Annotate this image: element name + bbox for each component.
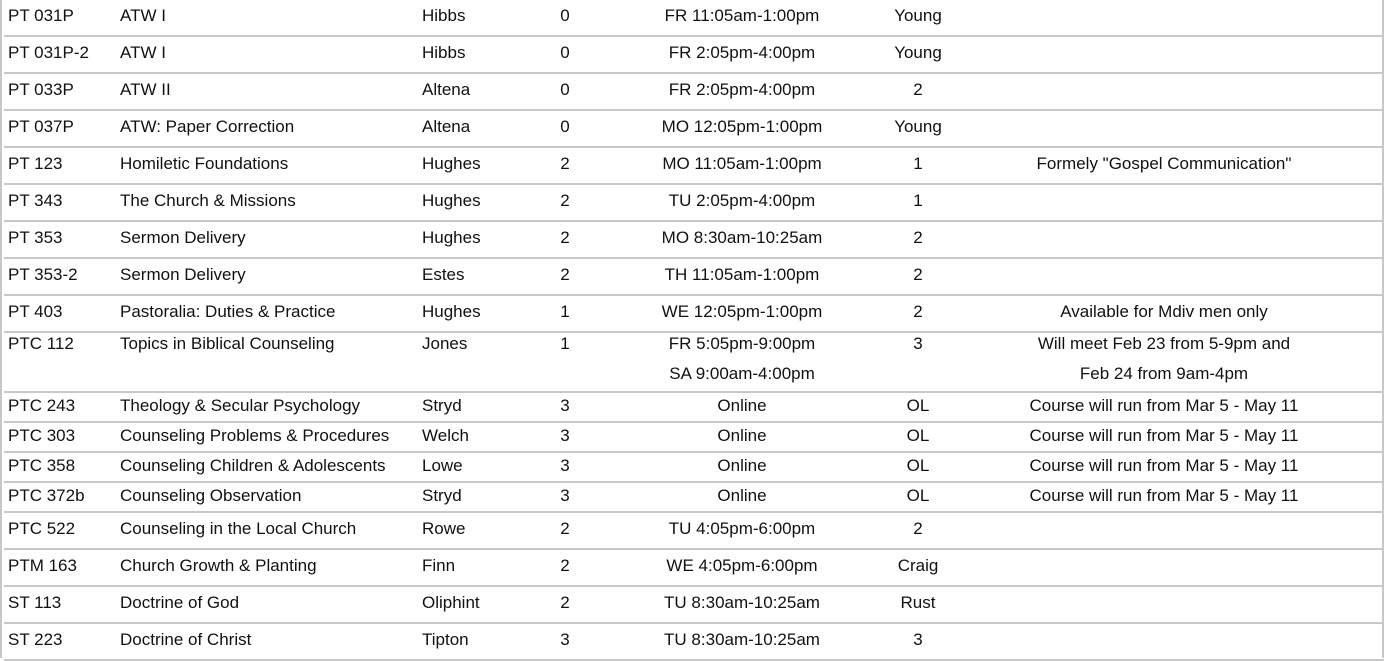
meeting-time-cell	[617, 34, 867, 71]
meeting-time-cell	[617, 108, 867, 145]
note-cell	[989, 329, 1339, 389]
credits-cell: 3	[560, 630, 570, 649]
course-title-cell: ATW I	[120, 43, 166, 62]
meeting-time-line: FR 5:05pm-9:00pm	[668, 334, 816, 353]
table-row	[4, 222, 1384, 259]
course-title-cell: Homiletic Foundations	[120, 154, 289, 173]
note-line: Course will run from Mar 5 - May 11	[1029, 426, 1299, 445]
meeting-time-line: Online	[717, 456, 767, 475]
room-cell: 3	[913, 334, 923, 353]
note-line: Course will run from Mar 5 - May 11	[1029, 486, 1299, 505]
instructor-cell: Stryd	[422, 396, 462, 415]
instructor-cell: Welch	[422, 426, 469, 445]
credits-cell: 2	[560, 154, 570, 173]
instructor-cell: Tipton	[422, 630, 469, 649]
table-row	[4, 393, 1384, 423]
course-code-cell: PTM 163	[8, 556, 77, 575]
table-row	[4, 587, 1384, 624]
table-row	[4, 333, 1384, 393]
table-row	[4, 423, 1384, 453]
course-code-cell: PT 033P	[8, 80, 74, 99]
credits-cell: 3	[560, 486, 570, 505]
course-code-cell: PTC 112	[8, 334, 74, 353]
meeting-time-cell	[617, 547, 867, 584]
room-cell: 3	[913, 630, 923, 649]
meeting-time-cell	[617, 451, 867, 481]
credits-cell: 1	[560, 302, 570, 321]
note-line: Course will run from Mar 5 - May 11	[1029, 396, 1299, 415]
course-title-cell: Pastoralia: Duties & Practice	[120, 302, 336, 321]
room-cell: 2	[913, 302, 923, 321]
note-cell	[989, 481, 1339, 511]
course-code-cell: PTC 303	[8, 426, 76, 445]
course-code-cell: PT 123	[8, 154, 63, 173]
table-row	[4, 185, 1384, 222]
room-cell: 1	[913, 154, 923, 173]
course-code-cell: PT 403	[8, 302, 63, 321]
course-code-cell: PT 353	[8, 228, 63, 247]
credits-cell: 2	[560, 519, 570, 538]
room-cell: OL	[906, 486, 930, 505]
meeting-time-line: MO 12:05pm-1:00pm	[661, 117, 823, 136]
course-title-cell: Church Growth & Planting	[120, 556, 317, 575]
course-title-cell: Sermon Delivery	[120, 228, 246, 247]
meeting-time-line: MO 11:05am-1:00pm	[662, 154, 822, 173]
room-cell: OL	[906, 456, 930, 475]
meeting-time-cell	[617, 71, 867, 108]
room-cell: 1	[913, 191, 923, 210]
course-title-cell: Sermon Delivery	[120, 265, 246, 284]
course-title-cell: Doctrine of God	[120, 593, 240, 612]
meeting-time-line: FR 2:05pm-4:00pm	[668, 80, 816, 99]
credits-cell: 2	[560, 593, 570, 612]
course-code-cell: PTC 243	[8, 396, 76, 415]
credits-cell: 1	[560, 334, 570, 353]
table-row	[4, 513, 1384, 550]
credits-cell: 2	[560, 228, 570, 247]
course-schedule-table	[4, 0, 1384, 661]
instructor-cell: Hughes	[422, 228, 481, 247]
meeting-time-line: MO 8:30am-10:25am	[661, 228, 823, 247]
meeting-time-cell	[617, 510, 867, 547]
instructor-cell: Stryd	[422, 486, 462, 505]
meeting-time-cell	[617, 256, 867, 293]
meeting-time-cell	[617, 329, 867, 389]
meeting-time-line: FR 2:05pm-4:00pm	[668, 43, 816, 62]
course-title-cell: Doctrine of Christ	[120, 630, 252, 649]
room-cell: OL	[906, 426, 930, 445]
course-title-cell: Counseling Observation	[120, 486, 302, 505]
note-cell	[989, 145, 1339, 182]
table-row	[4, 74, 1384, 111]
credits-cell: 2	[560, 265, 570, 284]
instructor-cell: Finn	[422, 556, 456, 575]
credits-cell: 3	[560, 396, 570, 415]
course-title-cell: ATW II	[120, 80, 171, 99]
room-cell: Young	[894, 43, 942, 62]
instructor-cell: Rowe	[422, 519, 466, 538]
meeting-time-cell	[617, 145, 867, 182]
instructor-cell: Hughes	[422, 302, 481, 321]
meeting-time-line: TU 8:30am-10:25am	[664, 630, 820, 649]
meeting-time-cell	[617, 219, 867, 256]
course-code-cell: PTC 358	[8, 456, 76, 475]
note-cell	[989, 293, 1339, 330]
course-title-cell: ATW: Paper Correction	[120, 117, 295, 136]
meeting-time-cell	[617, 293, 867, 330]
credits-cell: 0	[560, 80, 570, 99]
course-code-cell: PT 353-2	[8, 265, 78, 284]
instructor-cell: Altena	[422, 80, 471, 99]
table-row	[4, 624, 1384, 661]
meeting-time-cell	[617, 421, 867, 451]
room-cell: Rust	[900, 593, 936, 612]
meeting-time-line: TU 8:30am-10:25am	[664, 593, 820, 612]
course-title-cell: Counseling Children & Adolescents	[120, 456, 386, 475]
meeting-time-line: WE 4:05pm-6:00pm	[666, 556, 818, 575]
meeting-time-cell	[617, 182, 867, 219]
note-line: Available for Mdiv men only	[1060, 302, 1268, 321]
meeting-time-cell	[617, 481, 867, 511]
instructor-cell: Lowe	[422, 456, 463, 475]
course-code-cell: PT 031P-2	[8, 43, 89, 62]
meeting-time-line: TH 11:05am-1:00pm	[664, 265, 820, 284]
table-row	[4, 37, 1384, 74]
meeting-time-line: TU 4:05pm-6:00pm	[668, 519, 816, 538]
table-row	[4, 259, 1384, 296]
course-title-cell: Counseling in the Local Church	[120, 519, 357, 538]
instructor-cell: Altena	[422, 117, 471, 136]
instructor-cell: Estes	[422, 265, 465, 284]
table-row	[4, 453, 1384, 483]
course-title-cell: The Church & Missions	[120, 191, 296, 210]
table-row	[4, 550, 1384, 587]
meeting-time-line: SA 9:00am-4:00pm	[669, 364, 815, 383]
course-code-cell: ST 113	[8, 593, 62, 612]
instructor-cell: Jones	[422, 334, 468, 353]
room-cell: 2	[913, 519, 923, 538]
room-cell: 2	[913, 80, 923, 99]
meeting-time-line: Online	[717, 396, 767, 415]
course-code-cell: PT 343	[8, 191, 63, 210]
note-cell	[989, 451, 1339, 481]
meeting-time-line: Online	[717, 486, 767, 505]
meeting-time-line: TU 2:05pm-4:00pm	[668, 191, 816, 210]
course-code-cell: PTC 372b	[8, 486, 85, 505]
room-cell: 2	[913, 265, 923, 284]
meeting-time-cell	[617, 0, 867, 34]
credits-cell: 3	[560, 426, 570, 445]
note-line: Course will run from Mar 5 - May 11	[1029, 456, 1299, 475]
course-title-cell: Counseling Problems & Procedures	[120, 426, 390, 445]
instructor-cell: Oliphint	[422, 593, 480, 612]
credits-cell: 2	[560, 556, 570, 575]
instructor-cell: Hibbs	[422, 43, 466, 62]
meeting-time-cell	[617, 391, 867, 421]
note-line: Formely "Gospel Communication"	[1036, 154, 1292, 173]
instructor-cell: Hughes	[422, 154, 481, 173]
credits-cell: 2	[560, 191, 570, 210]
table-row	[4, 111, 1384, 148]
table-row	[4, 0, 1384, 37]
room-cell: Young	[894, 117, 942, 136]
room-cell: OL	[906, 396, 930, 415]
room-cell: Craig	[897, 556, 939, 575]
note-cell	[989, 421, 1339, 451]
course-code-cell: ST 223	[8, 630, 63, 649]
table-row	[4, 296, 1384, 333]
meeting-time-cell	[617, 584, 867, 621]
course-title-cell: ATW I	[120, 6, 166, 25]
room-cell: Young	[894, 6, 942, 25]
note-line: Will meet Feb 23 from 5-9pm and	[1037, 334, 1291, 353]
course-title-cell: Topics in Biblical Counseling	[120, 334, 335, 353]
note-line: Feb 24 from 9am-4pm	[1079, 364, 1249, 383]
course-code-cell: PT 031P	[8, 6, 74, 25]
credits-cell: 0	[560, 117, 570, 136]
note-cell	[989, 391, 1339, 421]
table-row	[4, 148, 1384, 185]
credits-cell: 0	[560, 6, 570, 25]
meeting-time-line: Online	[717, 426, 767, 445]
room-cell: 2	[913, 228, 923, 247]
instructor-cell: Hughes	[422, 191, 481, 210]
table-row	[4, 483, 1384, 513]
credits-cell: 0	[560, 43, 570, 62]
instructor-cell: Hibbs	[422, 6, 466, 25]
course-code-cell: PT 037P	[8, 117, 74, 136]
meeting-time-line: WE 12:05pm-1:00pm	[661, 302, 823, 321]
course-title-cell: Theology & Secular Psychology	[120, 396, 361, 415]
meeting-time-cell	[617, 621, 867, 658]
credits-cell: 3	[560, 456, 570, 475]
meeting-time-line: FR 11:05am-1:00pm	[664, 6, 820, 25]
course-code-cell: PTC 522	[8, 519, 76, 538]
